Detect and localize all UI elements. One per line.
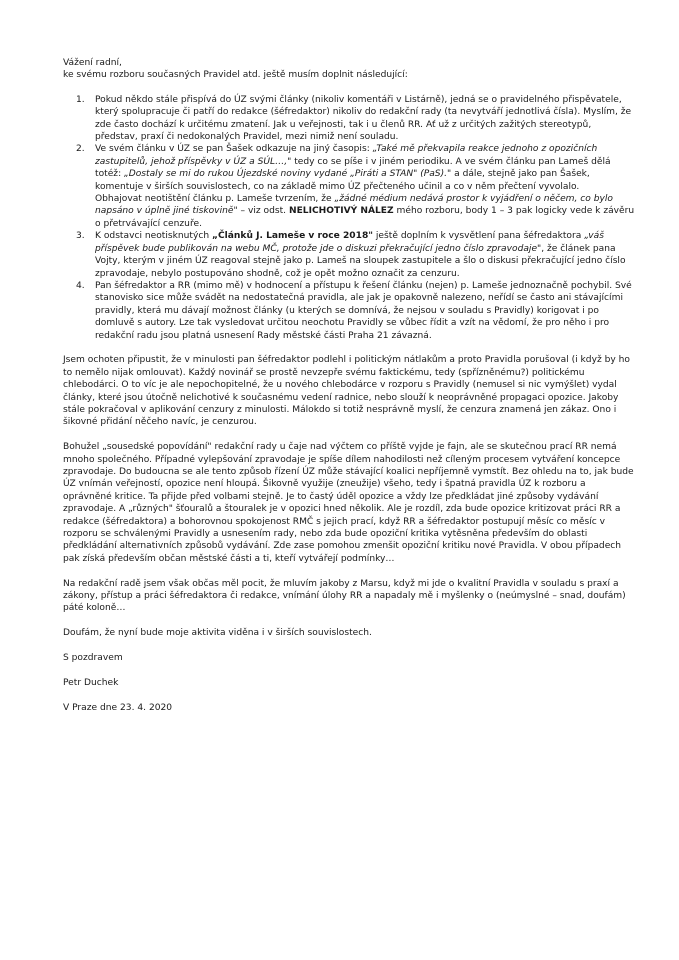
paragraph-3: Na redakční radě jsem však občas měl pocit, že mluvím jakoby z Marsu, když mi jde o kvalitní Pravidla v souladu s praxí a zákony, přístup a práci šéfredaktora či redakce, vnímání úlohy RR a napadaly mě i myšlenky o (neúmyslné – snad, doufám) páté koloně… <box>63 578 626 614</box>
list-item <box>63 280 635 342</box>
text-run: Pokud někdo stále přispívá do ÚZ svými články (nikoliv komentáři v Listárně), jedná se o pravidelného přispěvatele, který spolupracuje či patří do redakce (šéfredaktor) nikoliv do redakční rady (ta nevytváří jednotlivá čísla). Myslím, že zde často dochází k určitému zmatení. Jak u veřejnosti, tak i u členů RR. Ať už z určitých zažitých stereotypů, představ, praxí či nedokonalých Pravidel, mezi nimiž není souladu. <box>95 94 632 143</box>
quoted-text: „žádné médium nedává prostor k vyjádření o něčem, co bylo napsáno v úplně jiné tiskovině <box>95 194 613 217</box>
text-run: mého rozboru, body 1 – 3 pak logicky vede k závěru o přetrvávající cenzuře. <box>95 206 635 229</box>
text-run: Ve svém článku v ÚZ se pan Šašek odkazuje na jiný časopis: <box>95 144 373 155</box>
text-run: " – viz odst. <box>233 206 289 217</box>
list-item <box>63 143 635 230</box>
place-date: V Praze dne 23. 4. 2020 <box>63 702 173 713</box>
list-item-number: 4. <box>76 280 85 291</box>
text-run: Pan šéfredaktor a RR (mimo mě) v hodnocení a přístupu k řešení článku (nejen) p. Lameše jednoznačně pochybil. Své stanovisko sice může svádět na nedostatečná pravidla, ale jak je opakovně nalezeno, neřídí se často ani stávajícími pravidly, která mu dávají možnost články (u kterých se domnívá, že nejsou v souladu s Pravidly) korigovat i po domluvě s autory. Lze tak vysledovat určitou neochotu Pravidly se vůbec řídit a vzít na vědomí, že pro něho i pro redakční radu jsou platná usnesení Rady městské části Praha 21 závazná. <box>95 280 632 341</box>
salutation: Vážení radní, <box>63 58 122 68</box>
text-run: Obhajovat neotištění článku p. Lameše tvrzením, že <box>95 194 335 205</box>
closing: S pozdravem <box>63 653 123 664</box>
text-run: " tedy co se píše i v jiném periodiku. A ve svém článku pan Lameš dělá totéž: <box>95 156 611 180</box>
list-item-number: 2. <box>76 144 85 155</box>
letter-page <box>63 57 635 714</box>
paragraph-2: Bohužel „sousedské popovídání" redakční rady u čaje nad výčtem co příště vyjde je fajn, ale se skutečnou prací RR nemá mnoho společného. Případné vylepšování zpravodaje je spíše dílem nahodilosti než cíleným procesem vytváření koncepce zpravodaje. Do budoucna se ale tento způsob řízení ÚZ může stávající koalici nepříjemně vymstít. Bez ohledu na to, jak bude ÚZ vnímán veřejností, opozice není hloupá. Šikovně využije (zneužije) všeho, tedy i špatná pravidla ÚZ k rozboru a oprávněné kritice. Ta přijde před volbami stejně. Je to častý úděl opozice a vždy lze předkládat jiné způsoby vydávání zpravodaje. A „různých" šťouralů a štouralek je v opozici hned několik. Ale je rozdíl, zda bude opozice kritizovat práci RR a redakce (šéfredaktora) a bohorovnou spokojenost RMČ s jejich prací, když RR a šéfredaktor postupují měsíc co měsíc v rozporu se schválenými Pravidly a usnesením rady, nebo zda bude opoziční kritika vytěsněna především do oblasti předkládání alternativních způsobů vydávání. Zde zase pomohou zmenšit opoziční kritiku nové Pravidla. V obou případech pak získá především občan městské části a ti, kteří vytvářejí podmínky… <box>63 442 634 564</box>
quoted-text: „Také mě překvapila reakce jednoho z opozičních zastupitelů, jehož příspěvky v ÚZ a SÚL…, <box>95 144 598 167</box>
bold-text: „Článků J. Lameše v roce 2018" <box>212 231 374 242</box>
quoted-text: „Dostaly se mi do rukou Újezdské noviny vydané „Piráti a STAN" (PaS). <box>124 169 448 180</box>
text-run: ještě doplním k vysvětlení pana šéfredaktora <box>373 231 585 242</box>
paragraph-1: Jsem ochoten připustit, že v minulosti pan šéfredaktor podlehl i politickým nátlakům a proto Pravidla porušoval (i když by ho to nemělo nijak omlouvat). Každý novinář se prostě nevzepře svému faktickému, tedy (spřízněnému?) politickému chlebodárci. O to víc je ale nepochopitelné, že u nového chlebodárce v rozporu s Pravidly (nemusel si nic vymýšlet) vydal články, které jsou útočně nelichotivé k současnému vedení radnice, nebo slouží k neoprávněné propagaci opozice. Jakoby stále pokračoval v aplikování cenzury z minulosti. Málokdo si totiž nesprávně myslí, že cenzura znamená jen zákaz. Ono i šikovné přidání něčeho navíc, je cenzurou. <box>63 355 630 428</box>
intro-line: ke svému rozboru současných Pravidel atd. ještě musím doplnit následující: <box>63 70 408 81</box>
list-item-number: 3. <box>76 231 85 242</box>
text-run: " a dále, stejně jako pan Šašek, komentuje v širších souvislostech, co na základě mimo ÚZ přečteného učinil a co v něm přečtení vyvolalo. <box>95 169 590 192</box>
paragraph-4: Doufám, že nyní bude moje aktivita viděna i v širších souvislostech. <box>63 628 372 639</box>
numbered-list <box>63 94 635 342</box>
text-run: ", že článek pana Vojty, kterým v jiném ÚZ reagoval stejně jako p. Lameš na sloupek zastupitele a šlo o diskusi překračující jedno číslo zpravodaje, nebylo postupováno shodně, což je opět možno označit za cenzuru. <box>95 243 626 279</box>
text-run: K odstavci neotisknutých <box>95 231 213 242</box>
quoted-text: „váš příspěvek bude publikován na webu MČ, protože jde o diskuzi překračující jedno číslo zpravodaje <box>95 231 604 254</box>
signature: Petr Duchek <box>63 677 119 688</box>
list-item <box>63 94 635 144</box>
list-item <box>63 230 635 280</box>
bold-text: NELICHOTIVÝ NÁLEZ <box>288 206 394 217</box>
list-item-number: 1. <box>76 94 85 105</box>
